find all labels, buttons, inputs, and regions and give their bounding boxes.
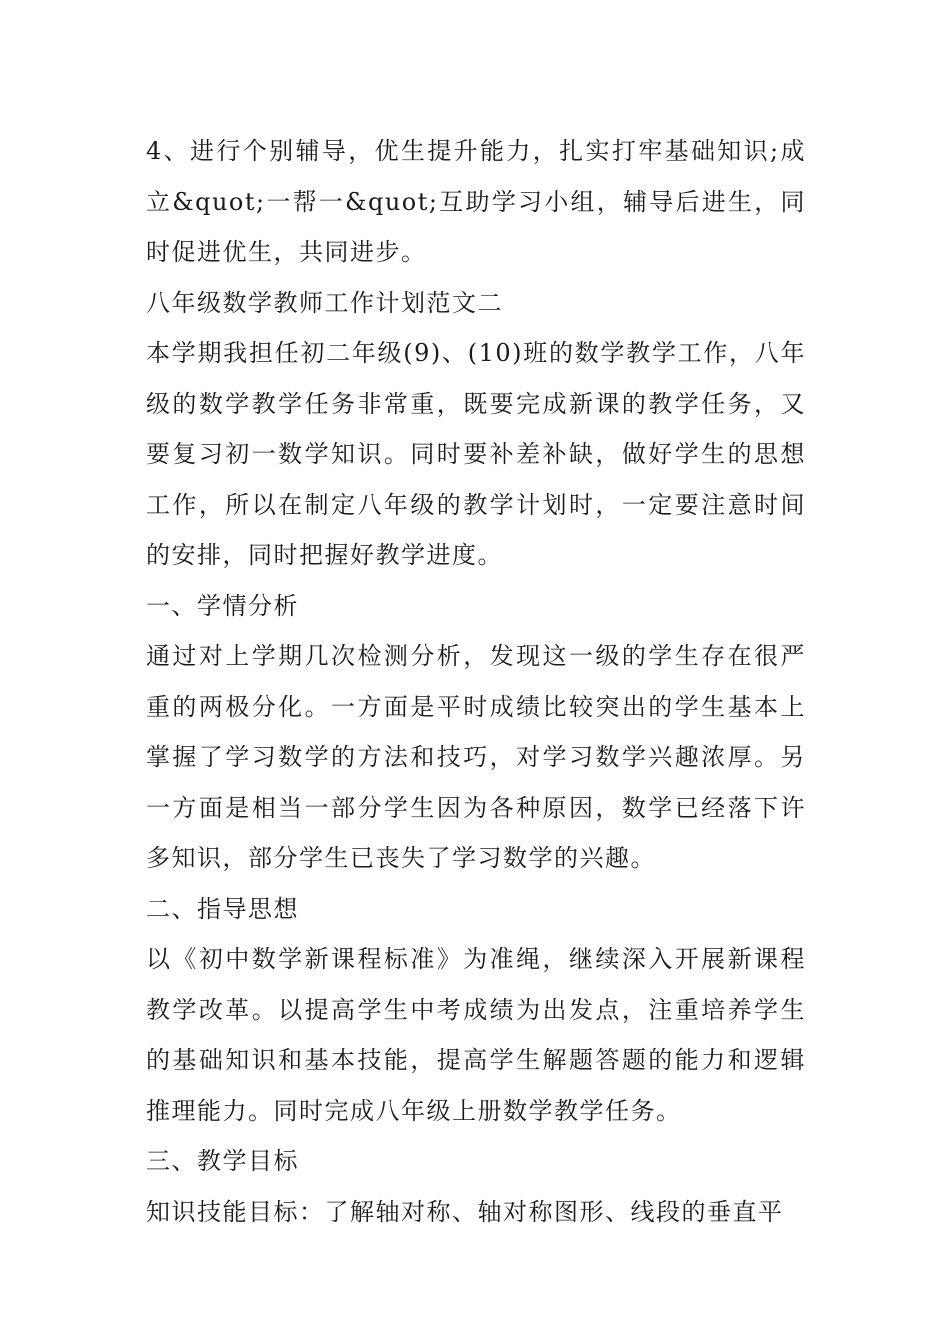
paragraph-guiding-thought: 以《初中数学新课程标准》为准绳，继续深入开展新课程教学改革。以提高学生中考成绩为出发点，注重培养学生的基础知识和基本技能，提高学生解题答题的能力和逻辑推理能力。同时完成八年级上册数学教学任务。 bbox=[146, 945, 806, 1125]
paragraph-teaching-goals: 知识技能目标：了解轴对称、轴对称图形、线段的垂直平 bbox=[146, 1197, 784, 1226]
paragraph-tutoring: 4、进行个别辅导，优生提升能力，扎实打牢基础知识;成立&quot;一帮一&quot;互助学习小组，辅导后进生，同时促进优生，共同进步。 bbox=[146, 137, 806, 266]
paragraph-intro: 本学期我担任初二年级(9)、(10)班的数学教学工作，八年级的数学教学任务非常重，既要完成新课的教学任务，又要复习初一数学知识。同时要补差补缺，做好学生的思想工作，所以在制定八年级的教学计划时，一定要注意时间的安排，同时把握好教学进度。 bbox=[146, 339, 806, 569]
heading-student-analysis: 一、学情分析 bbox=[146, 591, 299, 620]
heading-teaching-goals: 三、教学目标 bbox=[146, 1147, 299, 1175]
paragraph-student-analysis: 通过对上学期几次检测分析，发现这一级的学生存在很严重的两极分化。一方面是平时成绩比较突出的学生基本上掌握了学习数学的方法和技巧，对学习数学兴趣浓厚。另一方面是相当一部分学生因为各种原因，数学已经落下许多知识，部分学生已丧失了学习数学的兴趣。 bbox=[146, 642, 806, 872]
document-page bbox=[146, 126, 806, 1237]
heading-guiding-thought: 二、指导思想 bbox=[146, 894, 299, 923]
section-title-plan-two: 八年级数学教师工作计划范文二 bbox=[146, 288, 503, 317]
